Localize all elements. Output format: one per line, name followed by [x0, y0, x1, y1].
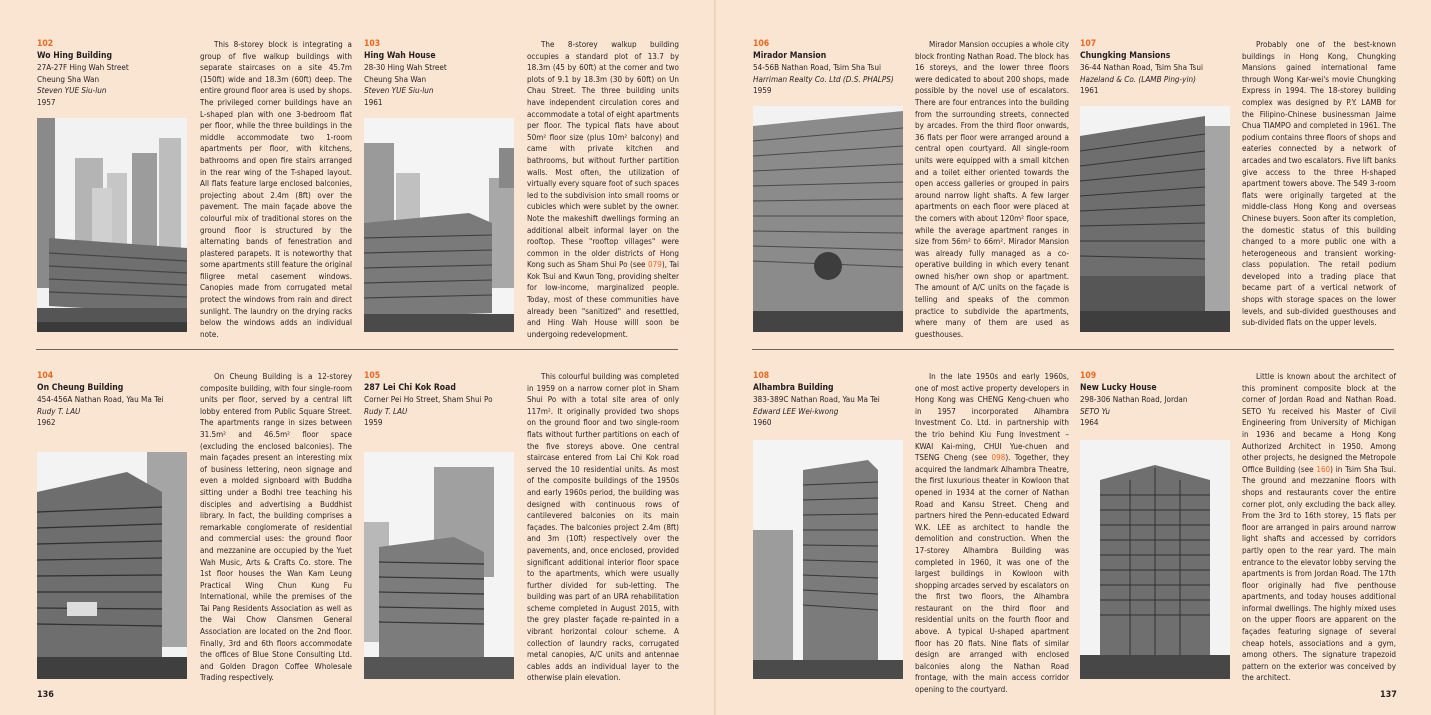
architect: Hazeland & Co. (LAMB Ping-yin)	[1080, 73, 1196, 84]
address: 454-456A Nathan Road, Yau Ma Tei	[37, 394, 164, 405]
entry-107-meta	[1080, 39, 1203, 97]
entry-number: 109	[1080, 371, 1097, 381]
address: 28-30 Hing Wah Street	[364, 62, 447, 73]
building-photo-103	[364, 118, 514, 332]
building-name: Wo Hing Building	[37, 50, 112, 61]
building-name: Hing Wah House	[364, 50, 436, 61]
cross-reference: 098	[991, 453, 1006, 463]
right-page	[716, 0, 1431, 715]
entry-number: 102	[37, 39, 54, 49]
entry-108-meta	[753, 371, 880, 429]
body-text: This 8-storey block is integrating a group of five walkup buildings with separate staircases on a site 45.7m (150ft) wide and 18.3m (60ft) deep. The entire ground floor area is used by shops. The privileged corner buildings have an L-shaped plan with one 3-bedroom flat per floor, while the three buildings in the middle accommodate two 1-room apartments per floor, with kitchens, bathrooms and open fire stairs arranged in the rear wing of the T-shaped layout. All flats feature large enclosed balconies, projecting about 2.4m (8ft) over the pavement. The main façade above the colourful mix of traditional stores on the ground floor is structured by the alternating bands of fenestration and plastered parapets. It is noteworthy that some apartments still feature the original filigree metal casement windows. Canopies made from corrugated metal protect the windows from rain and direct sunlight. The laundry on the drying racks below the windows adds an individual note.	[200, 40, 352, 339]
entry-number: 108	[753, 371, 770, 381]
building-name: Mirador Mansion	[753, 50, 827, 61]
building-name: Alhambra Building	[753, 382, 834, 393]
year: 1961	[364, 96, 383, 107]
body-text: Probably one of the best-known buildings in Hong Kong, Chungking Mansions gained international fame through Wong Kar-wei's movie Chungking Express in 1994. The 18-storey building complex was designed by P.Y. LAMB for the Filipino-Chinese businessman Jaime Chua TIAMPO and completed in 1961. The podium contains three floors of shops and eateries connected by a network of arcades and two escalators. Five lift banks give access to the three H-shaped apartment towers above. The 549 3-room flats were originally targeted at the middle-class Hong Kong and overseas Chinese buyers. Soon after its completion, the domestic status of this building changed to a more public one with a heterogeneous and transient working-class population. The retail podium developed into a trading place that became part of a vertical network of shops with storage spaces on the lower levels, and sub-divided guesthouses and sub-divided flats on the upper levels.	[1242, 40, 1396, 328]
cross-reference: 160	[1316, 464, 1331, 474]
cross-reference: 079	[648, 260, 662, 270]
body-text: On Cheung Building is a 12-storey composite building, with four single-room units per floor, served by a central lift lobby entered from Public Square Street. The apartments range in sizes between 31.5m² and 46.5m² floor space (excluding the enclosed balconies). The main façades present an interesting mix of business lettering, neon signage and even a molded signboard with Buddha sitting under a Bodhi tree teaching his disciples and advertising a Buddhist library. In fact, the building comprises a remarkable conglomerate of residential and commercial uses: the ground floor and mezzanine are occupied by the Yuet Wah Music, Arts & Crafts Co. store. The 1st floor houses the Wan Kam Leung Practical Wing Chun Kung Fu International, while the premises of the Tai Pang Residents Association as well as the Wai Chow Clansmen General Association are located on the 2nd floor. Finally, 3rd and 6th floors accommodate the offices of Blue Stone Consulting Ltd. and Golden Dragon Coffee Wholesale Trading respectively.	[200, 372, 352, 683]
page-number-left: 136	[37, 690, 54, 700]
architect: Steven YUE Siu-lun	[364, 85, 434, 96]
year: 1961	[1080, 85, 1099, 96]
entry-number: 105	[364, 371, 381, 381]
building-name: New Lucky House	[1080, 382, 1157, 393]
entry-103-text	[527, 39, 679, 340]
entry-number: 106	[753, 39, 770, 49]
year: 1964	[1080, 417, 1099, 428]
page-number-right: 137	[1380, 690, 1397, 700]
entry-108-text	[915, 371, 1069, 696]
entry-109-text	[1242, 371, 1396, 684]
architect: Edward LEE Wei-kwong	[753, 405, 839, 416]
section-divider	[36, 349, 678, 350]
entry-106-text	[915, 39, 1069, 340]
building-name: On Cheung Building	[37, 382, 124, 393]
architect: Rudy T. LAU	[37, 405, 81, 416]
building-photo-108	[753, 440, 903, 679]
district: Cheung Sha Wan	[37, 73, 100, 84]
left-page	[0, 0, 715, 715]
building-photo-102	[37, 118, 187, 332]
building-photo-109	[1080, 440, 1230, 679]
body-text: Little is known about the architect of this prominent composite block at the corner of Jordan Road and Nathan Road. SETO Yu received his Master of Civil Engineering from University of Michigan in 1936 and became a Hong Kong Authorized Architect in 1950. Among other projects, he designed the Metropole Office Building (see 160) in Tsim Sha Tsui. The ground and mezzanine floors with shops and restaurants cover the entire corner plot, only excluding the back alley. From the 3rd to 16th storey, 15 flats per floor are arranged in pairs around narrow light shafts and accessed by corridors partly open to the rear yard. The main entrance to the elevator lobby serving the apartments is from Jordan Road. The 17th floor originally had five penthouse apartments, and today houses additional informal dwellings. The highly mixed uses on the upper floors are apparent on the façades featuring signage of several cheap hotels, associations and a gym, among others. The signature trapezoid pattern on the exterior was conceived by the architect.	[1242, 372, 1396, 683]
body-text: Mirador Mansion occupies a whole city block fronting Nathan Road. The block has 16 storeys, and the lower three floors were dedicated to about 200 shops, made possible by the novel use of escalators. There are four entrances into the building from the surrounding streets, connected by arcades. From the third floor onwards, 36 flats per floor were arranged around a central open courtyard. All single-room units were equipped with a small kitchen and a toilet either oriented towards the open access galleries or grouped in pairs around narrow light shafts. A few larger apartments on each floor were placed at the corners with about 120m² floor space, while the average apartment ranges in size from 56m² to 66m². Mirador Mansion was already fully managed as a co-operative building in which every tenant owned his/her own shop or apartment. The amount of A/C units on the façade is telling and speaks of the common practice to subdivide the apartments, where many of them are used as guesthouses.	[915, 40, 1070, 339]
entry-105-text	[527, 371, 679, 684]
building-photo-105	[364, 452, 514, 679]
architect: Rudy T. LAU	[364, 405, 408, 416]
entry-104-text	[200, 371, 352, 684]
entry-number: 107	[1080, 39, 1097, 49]
building-photo-104	[37, 452, 187, 679]
entry-104-meta	[37, 371, 164, 429]
body-text: This colourful building was completed in 1959 on a narrow corner plot in Sham Shui Po with a total site area of only 117m². It originally provided two shops on the ground floor and two single-room flats without further partitions on each of the five storeys above. One central staircase entered from Lai Chi Kok road served the 10 residential units. As most of the composite buildings of the 1950s and early 1960s period, the building was designed with continuous rows of cantilevered balconies on its main façades. The balconies project 2.4m (8ft) and 3m (10ft) respectively over the pavements, and, once enclosed, provided significant additional interior floor space to the apartments, which were usually further divided for sub-letting. The building was part of an URA rehabilitation scheme completed in August 2015, with the grey plaster façade re-painted in a vibrant horizontal colour scheme. A collection of laundry racks, corrugated metal canopies, A/C units and antennae cables adds an individual layer to the otherwise plain elevation.	[527, 372, 679, 683]
district: Cheung Sha Wan	[364, 73, 427, 84]
address: 27A-27F Hing Wah Street	[37, 62, 129, 73]
year: 1960	[753, 417, 772, 428]
entry-103-meta	[364, 39, 447, 109]
building-name: Chungking Mansions	[1080, 50, 1171, 61]
architect: Harriman Realty Co. Ltd (D.S. PHALPS)	[753, 73, 894, 84]
address: Corner Pei Ho Street, Sham Shui Po	[364, 394, 493, 405]
section-divider	[752, 349, 1394, 350]
building-photo-106	[753, 106, 903, 332]
entry-number: 103	[364, 39, 381, 49]
architect: Steven YUE Siu-lun	[37, 85, 107, 96]
entry-109-meta	[1080, 371, 1188, 429]
year: 1959	[753, 85, 772, 96]
entry-107-text	[1242, 39, 1396, 329]
year: 1962	[37, 417, 56, 428]
entry-105-meta	[364, 371, 493, 429]
address: 54-56B Nathan Road, Tsim Sha Tsui	[753, 62, 881, 73]
address: 36-44 Nathan Road, Tsim Sha Tsui	[1080, 62, 1203, 73]
entry-number: 104	[37, 371, 54, 381]
year: 1959	[364, 417, 383, 428]
architect: SETO Yu	[1080, 405, 1111, 416]
body-text: In the late 1950s and early 1960s, one of most active property developers in Hong Kong was CHENG Keng-chuen who in 1957 incorporated Alhambra Investment Co. Ltd. in partnership with the trio behind Kiu Fung Investment – KWAI Kai-ming, CHUI Yue-chuen and TSENG Cheng (see 098). Together, they acquired the landmark Alhambra Theatre, the first luxurious theater in Kowloon that opened in 1934 at the corner of Nathan Road and Kansu Street. Cheng and partners hired the Penn-educated Edward W.K. LEE as architect to handle the demolition and construction. When the 17-storey Alhambra Building was completed in 1960, it was one of the largest buildings in Kowloon with shopping arcades served by escalators on the first two floors, the Alhambra restaurant on the third floor and residential units on the fourth floor and above. A typical U-shaped apartment floor has 20 flats. Nine flats of similar design are arranged with enclosed balconies along the Nathan Road frontage, with the main access corridor opening to the courtyard.	[915, 372, 1069, 695]
building-name: 287 Lei Chi Kok Road	[364, 382, 456, 393]
address: 383-389C Nathan Road, Yau Ma Tei	[753, 394, 880, 405]
building-photo-107	[1080, 106, 1230, 332]
entry-102-text	[200, 39, 352, 340]
address: 298-306 Nathan Road, Jordan	[1080, 394, 1188, 405]
body-text: The 8-storey walkup building occupies a standard plot of 13.7 by 18.3m (45 by 60ft) at the corner and two plots of 9.1 by 18.3m (30 by 60ft) on Un Chau Street. The three building units have independent circulation cores and accommodate a total of eight apartments per floor. The typical flats have about 50m² floor size (plus 10m² balcony) and came with private kitchen and bathrooms, but without further partition walls. Most often, the utilization of virtually every square foot of such spaces led to the subdivision into small rooms or cubicles which were sublet by the owner. Note the makeshift dwellings forming an additional albeit informal layer on the rooftop. These "rooftop villages" were common in the older districts of Hong Kong such as Sham Shui Po (see 079), Tai Kok Tsui and Kwun Tong, providing shelter for low-income, marginalized people. Today, most of these communities have already been "sanitized" and resettled, and Hing Wah House willl soon be undergoing redevelopment.	[527, 40, 679, 339]
entry-102-meta	[37, 39, 129, 109]
entry-106-meta	[753, 39, 894, 97]
year: 1957	[37, 96, 56, 107]
